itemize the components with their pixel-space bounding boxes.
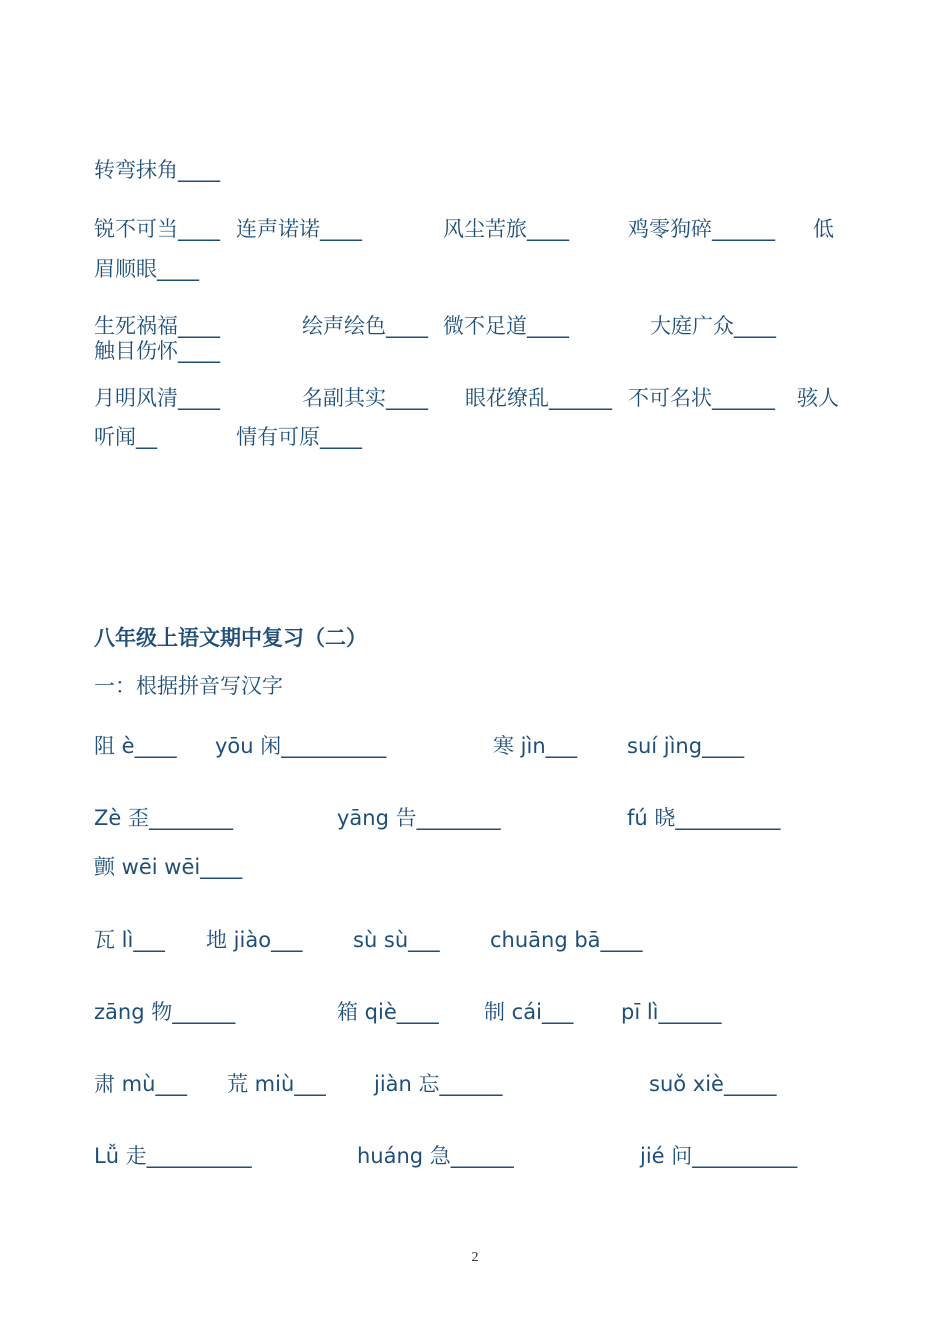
idiom-item: 眼花缭乱______ — [465, 386, 612, 410]
pinyin-item: jiàn 忘______ — [374, 1072, 503, 1096]
idiom-item: 低 — [813, 217, 834, 241]
pinyin-item: 瓦 lì___ — [94, 928, 165, 952]
idiom-item: 不可名状______ — [628, 386, 775, 410]
section-title: 八年级上语文期中复习（二） — [94, 626, 367, 650]
pinyin-item: 箱 qiè____ — [337, 1000, 439, 1024]
pinyin-item: 荒 miù___ — [227, 1072, 326, 1096]
pinyin-item: pī lì______ — [621, 1000, 722, 1024]
idiom-item: 转弯抹角____ — [94, 158, 220, 182]
pinyin-item: huáng 急______ — [357, 1144, 514, 1168]
idiom-item: 锐不可当____ — [94, 217, 220, 241]
pinyin-item: sù sù___ — [353, 928, 440, 952]
pinyin-item: chuāng bā____ — [490, 928, 643, 952]
idiom-item: 触目伤怀____ — [94, 339, 220, 363]
pinyin-item: 制 cái___ — [484, 1000, 574, 1024]
pinyin-item: 寒 jìn___ — [493, 734, 578, 758]
pinyin-item: zāng 物______ — [94, 1000, 236, 1024]
idiom-item: 绘声绘色____ — [302, 314, 428, 338]
pinyin-item: 颤 wēi wēi____ — [94, 855, 243, 879]
idiom-item: 大庭广众____ — [650, 314, 776, 338]
pinyin-item: 肃 mù___ — [94, 1072, 187, 1096]
pinyin-item: jié 问__________ — [640, 1144, 798, 1168]
pinyin-item: suí jìng____ — [627, 734, 745, 758]
idiom-item: 名副其实____ — [302, 386, 428, 410]
pinyin-item: 阻 è____ — [94, 734, 177, 758]
idiom-item: 眉顺眼____ — [94, 257, 199, 281]
idiom-item: 骇人 — [797, 386, 839, 410]
idiom-item: 情有可原____ — [236, 425, 362, 449]
idiom-item: 风尘苦旅____ — [443, 217, 569, 241]
pinyin-item: 地 jiào___ — [206, 928, 303, 952]
page-number: 2 — [471, 1250, 479, 1265]
idiom-item: 鸡零狗碎______ — [628, 217, 775, 241]
pinyin-item: yāng 告________ — [337, 806, 501, 830]
pinyin-item: yōu 闲__________ — [215, 734, 387, 758]
idiom-item: 连声诺诺____ — [236, 217, 362, 241]
idiom-item: 生死祸福____ — [94, 314, 220, 338]
section-subtitle: 一：根据拼音写汉字 — [94, 674, 283, 698]
idiom-item: 月明风清____ — [94, 386, 220, 410]
pinyin-item: Zè 歪________ — [94, 806, 233, 830]
idiom-item: 微不足道____ — [443, 314, 569, 338]
idiom-item: 听闻__ — [94, 425, 157, 449]
pinyin-item: suǒ xiè_____ — [649, 1072, 777, 1096]
pinyin-item: fú 晓__________ — [627, 806, 781, 830]
pinyin-item: Lǚ 走__________ — [94, 1144, 252, 1168]
